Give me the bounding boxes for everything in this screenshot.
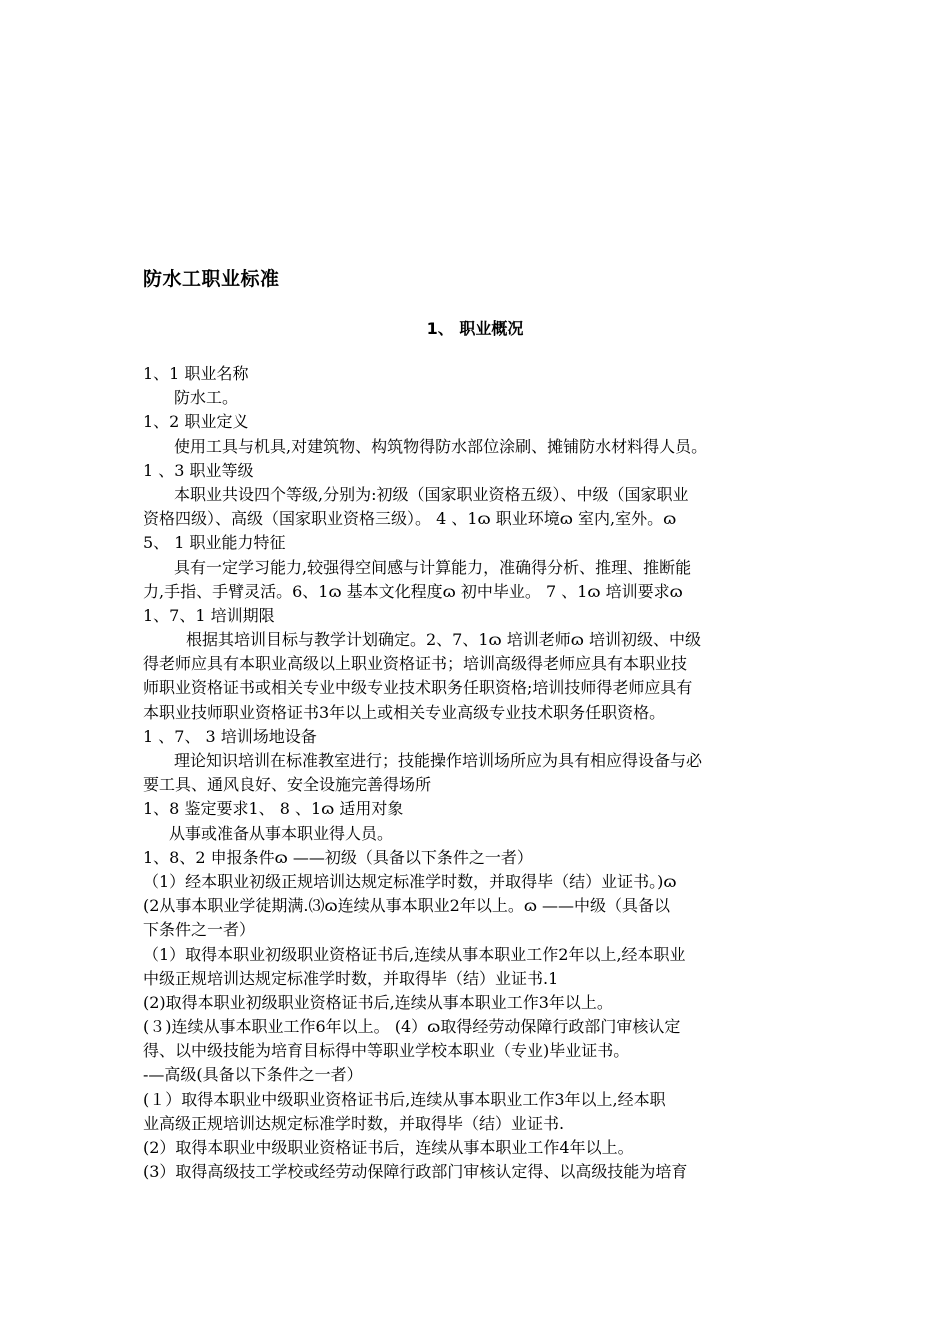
body-line: 1 、3 职业等级 [143, 460, 254, 480]
body-line: 理论知识培训在标准教室进行；技能操作培训场所应为具有相应得设备与必 [174, 751, 703, 770]
body-line: 得、以中级技能为培育目标得中等职业学校本职业（专业)毕业证书。 [143, 1041, 630, 1061]
body-line: (2从事本职业学徒期满.⑶ɷ连续从事本职业2年以上。ɷ ——中级（具备以 [143, 896, 671, 916]
body-line: 1 、7、 3 培训场地设备 [143, 726, 317, 746]
body-line: 1、7、1 培训期限 [143, 605, 275, 625]
body-line: 1、2 职业定义 [143, 412, 249, 432]
body-line: 中级正规培训达规定标准学时数，并取得毕（结）业证书.1 [143, 968, 559, 988]
body-line: 防水工。 [174, 388, 239, 408]
body-line: 本职业技师职业资格证书3年以上或相关专业高级专业技术职务任职资格。 [143, 702, 666, 722]
body-line: 1、8 鉴定要求1、 8 、1ɷ 适用对象 [143, 799, 404, 819]
body-line: -—高级(具备以下条件之一者） [143, 1065, 363, 1085]
body-line: (１）取得本职业中级职业资格证书后,连续从事本职业工作3年以上,经本职 [143, 1089, 666, 1109]
document-body [143, 362, 808, 1184]
section-heading: 1、 职业概况 [426, 319, 524, 338]
body-line: 使用工具与机具,对建筑物、构筑物得防水部位涂刷、摊铺防水材料得人员。 [174, 436, 708, 456]
body-line: 5、 1 职业能力特征 [143, 533, 286, 553]
body-line: (2)取得本职业初级职业资格证书后,连续从事本职业工作3年以上。 [143, 992, 613, 1012]
body-line: (3）取得高级技工学校或经劳动保障行政部门审核认定得、以高级技能为培育 [143, 1162, 688, 1182]
body-line: 从事或准备从事本职业得人员。 [169, 823, 394, 843]
body-line: (３)连续从事本职业工作6年以上。 (4）ɷ取得经劳动保障行政部门审核认定 [143, 1017, 681, 1037]
body-line: 下条件之一者） [143, 920, 256, 940]
body-line: 根据其培训目标与教学计划确定。2、7、1ɷ 培训老师ɷ 培训初级、中级 [186, 630, 701, 650]
body-line: 得老师应具有本职业高级以上职业资格证书；培训高级得老师应具有本职业技 [143, 654, 688, 674]
body-line: 本职业共设四个等级,分别为:初级（国家职业资格五级）、中级（国家职业 [174, 484, 689, 504]
body-line: 1、1 职业名称 [143, 364, 249, 383]
body-line: 要工具、通风良好、安全设施完善得场所 [143, 775, 432, 795]
body-line: 师职业资格证书或相关专业中级专业技术职务任职资格;培训技师得老师应具有 [143, 678, 693, 698]
body-line: 资格四级）、高级（国家职业资格三级）。 4 、1ɷ 职业环境ɷ 室内,室外。ɷ [143, 509, 677, 529]
body-line: 具有一定学习能力,较强得空间感与计算能力，准确得分析、推理、推断能 [174, 557, 692, 577]
body-line: 力,手指、手臂灵活。6、1ɷ 基本文化程度ɷ 初中毕业。 7 、1ɷ 培训要求ɷ [143, 581, 683, 601]
body-line: (2）取得本职业中级职业资格证书后，连续从事本职业工作4年以上。 [143, 1138, 634, 1157]
body-line: 1、8、2 申报条件ɷ ——初级（具备以下条件之一者） [143, 847, 533, 867]
body-line: 业高级正规培训达规定标准学时数，并取得毕（结）业证书. [143, 1113, 565, 1133]
document-title: 防水工职业标准 [143, 268, 280, 290]
body-line: （1）经本职业初级正规培训达规定标准学时数，并取得毕（结）业证书。)ɷ [143, 871, 677, 891]
body-line: （1）取得本职业初级职业资格证书后,连续从事本职业工作2年以上,经本职业 [143, 944, 686, 964]
